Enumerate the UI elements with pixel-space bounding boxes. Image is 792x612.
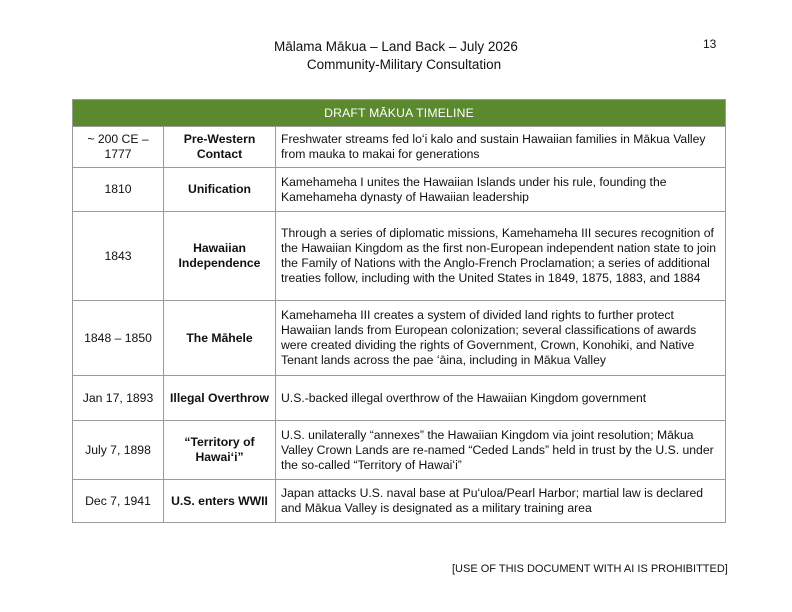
row-event: The Māhele <box>164 301 276 376</box>
row-description: U.S. unilaterally “annexes” the Hawaiian Kingdom via joint resolution; Mākua Valley Crown Lands are re-named “Ceded Lands” held in trust by the U.S. under the so-called “Territory of Hawaiʻi” <box>276 421 726 480</box>
row-date: Dec 7, 1941 <box>73 480 164 523</box>
table-row <box>73 127 726 168</box>
row-date: Jan 17, 1893 <box>73 376 164 421</box>
table-row <box>73 168 726 212</box>
row-description: Kamehameha I unites the Hawaiian Islands under his rule, founding the Kamehameha dynasty of Hawaiian leadership <box>276 168 726 212</box>
row-description: Through a series of diplomatic missions, Kamehameha III secures recognition of the Hawaiian Kingdom as the first non-European independent nation state to join the Family of Nations with the Anglo-French Proclamation; a series of additional treaties follow, including with the United States in 1849, 1875, 1883, and 1884 <box>276 212 726 301</box>
timeline-title: DRAFT MĀKUA TIMELINE <box>73 100 726 127</box>
table-row <box>73 376 726 421</box>
row-event: Pre-Western Contact <box>164 127 276 168</box>
document-subtitle: Community-Military Consultation <box>306 57 502 72</box>
row-date: 1810 <box>73 168 164 212</box>
row-description: U.S.-backed illegal overthrow of the Hawaiian Kingdom government <box>276 376 726 421</box>
row-date: 1843 <box>73 212 164 301</box>
document-title: Mālama Mākua – Land Back – July 2026 <box>274 39 518 54</box>
ai-prohibition-notice: [USE OF THIS DOCUMENT WITH AI IS PROHIBITTED] <box>452 563 728 575</box>
row-event: U.S. enters WWII <box>164 480 276 523</box>
table-row <box>73 421 726 480</box>
row-event: Hawaiian Independence <box>164 212 276 301</box>
row-description: Japan attacks U.S. naval base at Puʻuloa/Pearl Harbor; martial law is declared and Mākua Valley is designated as a military training area <box>276 480 726 523</box>
table-row <box>73 212 726 301</box>
timeline-header-row <box>73 100 726 127</box>
table-row <box>73 301 726 376</box>
row-description: Kamehameha III creates a system of divided land rights to further protect Hawaiian lands from European colonization; several classifications of awards were created dividing the rights of Government, Crown, Konohiki, and Native Tenant lands across the pae ʻāina, including in Mākua Valley <box>276 301 726 376</box>
document-header <box>0 38 792 74</box>
timeline-table <box>72 99 726 523</box>
row-date: July 7, 1898 <box>73 421 164 480</box>
row-event: “Territory of Hawaiʻi” <box>164 421 276 480</box>
table-row <box>73 480 726 523</box>
row-event: Unification <box>164 168 276 212</box>
row-date: ~ 200 CE – 1777 <box>73 127 164 168</box>
row-description: Freshwater streams fed loʻi kalo and sustain Hawaiian families in Mākua Valley from mauka to makai for generations <box>276 127 726 168</box>
row-date: 1848 – 1850 <box>73 301 164 376</box>
row-event: Illegal Overthrow <box>164 376 276 421</box>
page-number: 13 <box>703 37 717 51</box>
